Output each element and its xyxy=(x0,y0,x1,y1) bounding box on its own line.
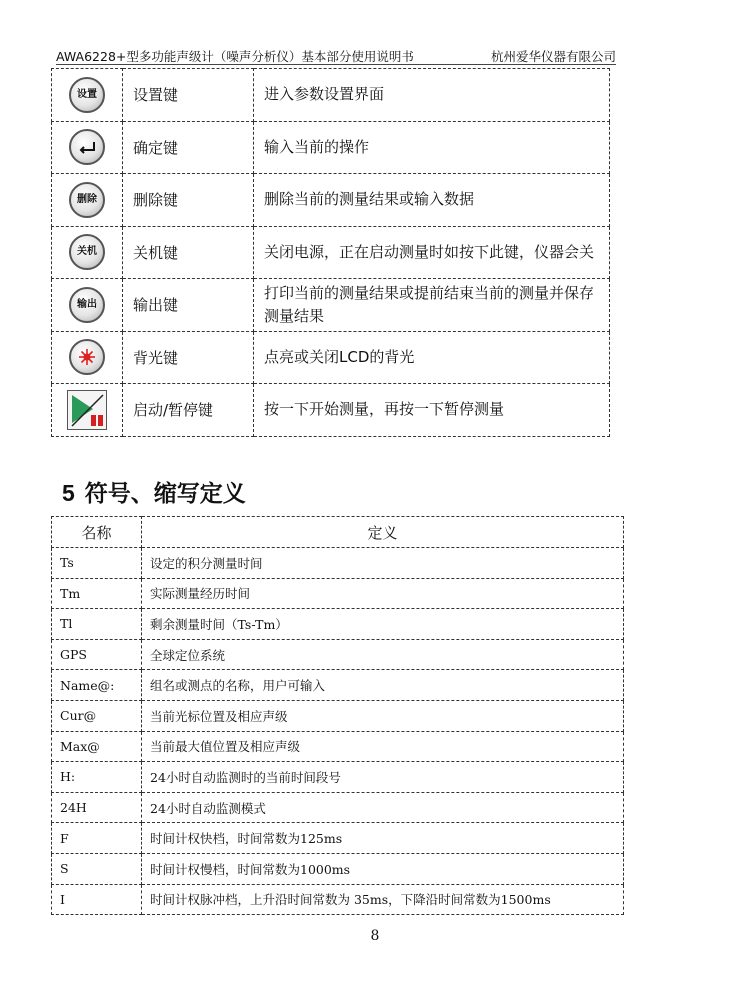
table-row xyxy=(52,762,624,793)
column-header-definition: 定义 xyxy=(142,517,624,548)
definition-cell: 当前最大值位置及相应声级 xyxy=(142,731,624,762)
table-row xyxy=(52,823,624,854)
key-name: 确定键 xyxy=(123,121,254,174)
section-title: 符号、缩写定义 xyxy=(84,481,246,507)
backlight-key-icon xyxy=(69,339,105,375)
definition-cell: 时间计权快档，时间常数为125ms xyxy=(142,823,624,854)
definition-cell: 24小时自动监测时的当前时间段号 xyxy=(142,762,624,793)
definition-cell: 设定的积分测量时间 xyxy=(142,548,624,579)
table-row xyxy=(52,884,624,915)
symbol-cell: F xyxy=(52,823,142,854)
key-name: 背光键 xyxy=(123,331,254,384)
definition-cell: 全球定位系统 xyxy=(142,639,624,670)
symbol-cell: I xyxy=(52,884,142,915)
key-description: 输入当前的操作 xyxy=(254,121,610,174)
table-row xyxy=(52,792,624,823)
symbol-cell: S xyxy=(52,853,142,884)
key-description: 点亮或关闭LCD的背光 xyxy=(254,331,610,384)
symbol-cell: 24H xyxy=(52,792,142,823)
table-row xyxy=(52,609,624,640)
symbol-cell: Name@: xyxy=(52,670,142,701)
key-name: 启动/暂停键 xyxy=(123,384,254,437)
table-row xyxy=(52,670,624,701)
key-row xyxy=(52,279,610,332)
symbol-cell: Tm xyxy=(52,578,142,609)
table-row xyxy=(52,853,624,884)
symbol-table xyxy=(51,516,624,915)
key-row xyxy=(52,331,610,384)
key-row xyxy=(52,384,610,437)
section-number: 5 xyxy=(62,480,75,506)
header-rule xyxy=(56,64,616,65)
definition-cell: 时间计权慢档，时间常数为1000ms xyxy=(142,853,624,884)
definition-cell: 实际测量经历时间 xyxy=(142,578,624,609)
output-key-icon: 输出 xyxy=(69,287,105,323)
company-name: 杭州爱华仪器有限公司 xyxy=(490,49,616,64)
key-description: 进入参数设置界面 xyxy=(254,69,610,122)
key-description: 删除当前的测量结果或输入数据 xyxy=(254,174,610,227)
key-row xyxy=(52,174,610,227)
power-key-icon: 关机 xyxy=(69,234,105,270)
start-pause-key-icon xyxy=(67,390,107,430)
symbol-cell: Max@ xyxy=(52,731,142,762)
table-row xyxy=(52,700,624,731)
symbol-cell: H: xyxy=(52,762,142,793)
column-header-name: 名称 xyxy=(52,517,142,548)
key-row xyxy=(52,69,610,122)
key-name: 输出键 xyxy=(123,279,254,332)
symbol-cell: Ts xyxy=(52,548,142,579)
key-name: 删除键 xyxy=(123,174,254,227)
key-row xyxy=(52,226,610,279)
document-title: AWA6228+型多功能声级计（噪声分析仪）基本部分使用说明书 xyxy=(56,49,414,64)
settings-key-icon: 设置 xyxy=(69,77,105,113)
definition-cell: 剩余测量时间（Ts-Tm） xyxy=(142,609,624,640)
page-header xyxy=(56,44,616,66)
key-description: 打印当前的测量结果或提前结束当前的测量并保存测量结果 xyxy=(254,279,610,332)
key-name: 设置键 xyxy=(123,69,254,122)
definition-cell: 24小时自动监测模式 xyxy=(142,792,624,823)
table-header-row xyxy=(52,517,624,548)
key-name: 关机键 xyxy=(123,226,254,279)
table-row xyxy=(52,548,624,579)
table-row xyxy=(52,639,624,670)
key-description: 关闭电源，正在启动测量时如按下此键，仪器会关 xyxy=(254,226,610,279)
symbol-cell: GPS xyxy=(52,639,142,670)
section-heading xyxy=(62,475,246,508)
definition-cell: 当前光标位置及相应声级 xyxy=(142,700,624,731)
key-row xyxy=(52,121,610,174)
enter-key-icon xyxy=(69,129,105,165)
symbol-cell: Tl xyxy=(52,609,142,640)
table-row xyxy=(52,578,624,609)
key-description: 按一下开始测量，再按一下暂停测量 xyxy=(254,384,610,437)
key-table xyxy=(51,68,610,437)
delete-key-icon: 删除 xyxy=(69,182,105,218)
symbol-cell: Cur@ xyxy=(52,700,142,731)
definition-cell: 时间计权脉冲档，上升沿时间常数为 35ms，下降沿时间常数为1500ms xyxy=(142,884,624,915)
page-number: 8 xyxy=(370,928,380,944)
definition-cell: 组名或测点的名称，用户可输入 xyxy=(142,670,624,701)
table-row xyxy=(52,731,624,762)
